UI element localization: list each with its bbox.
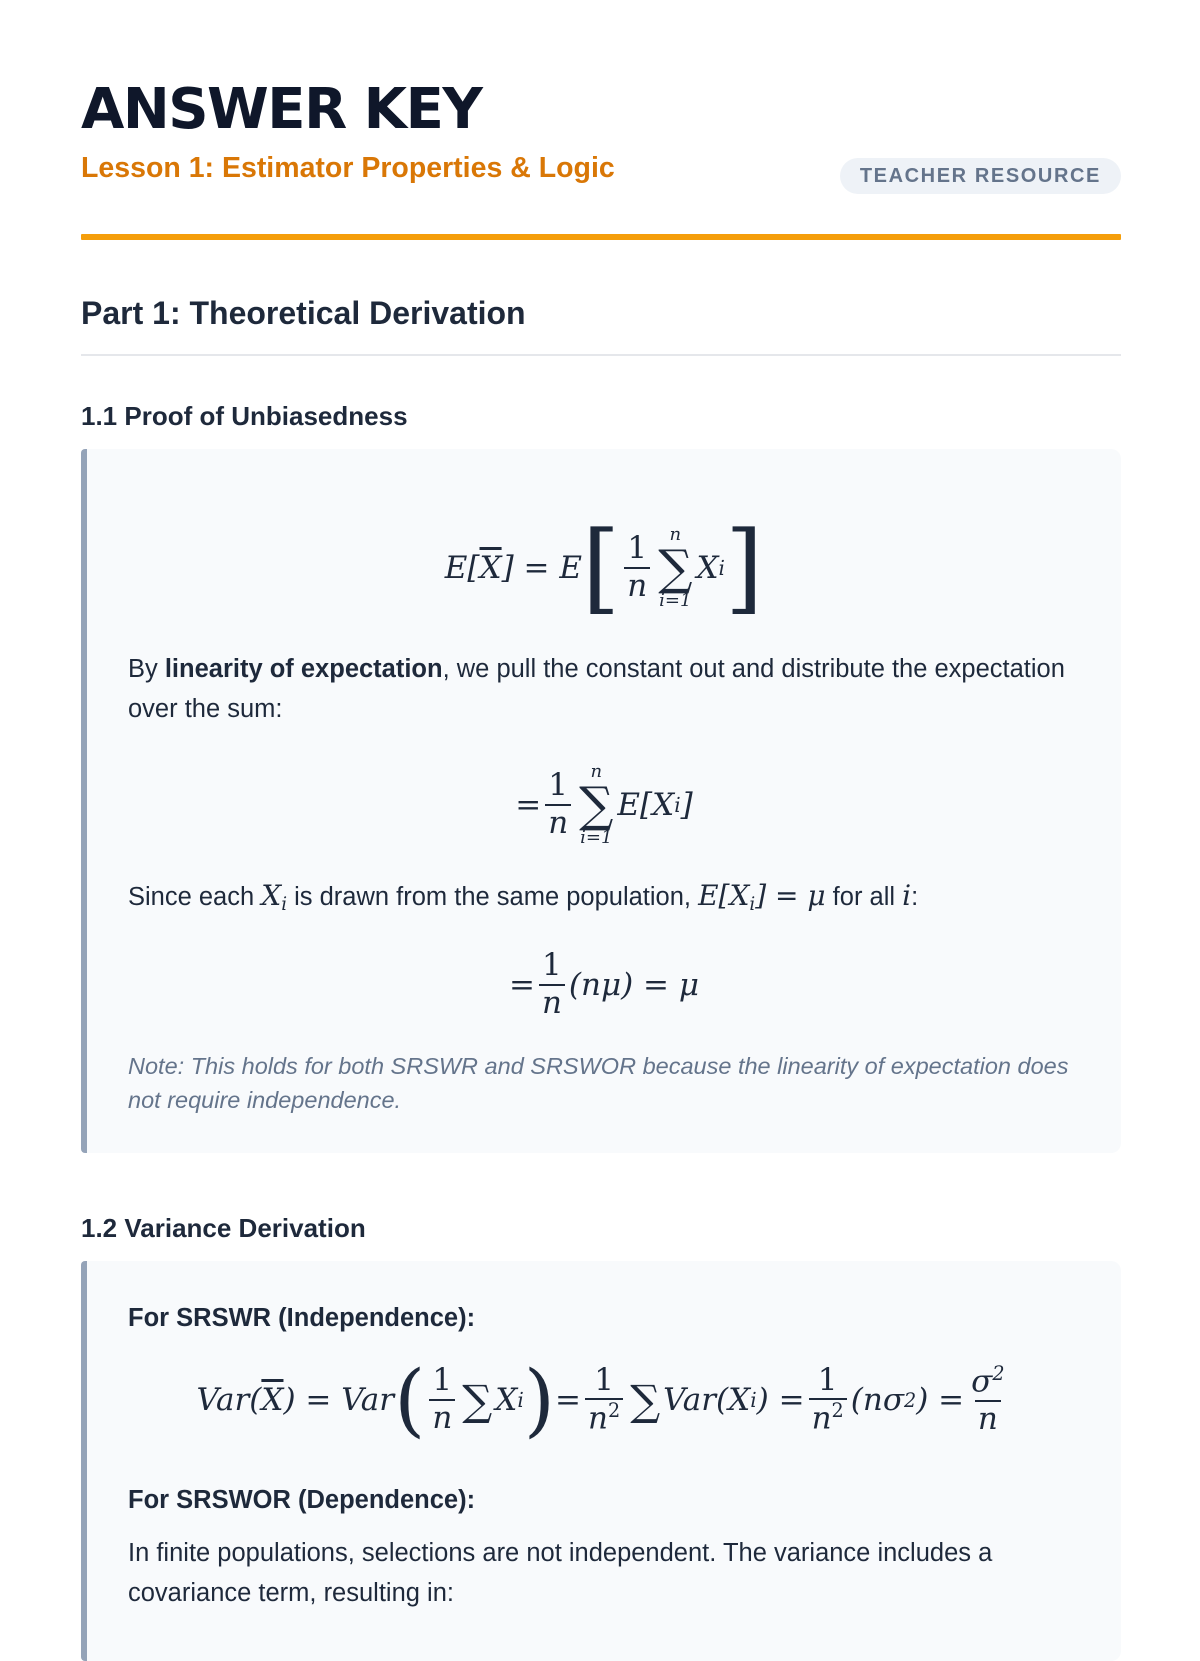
independence-note: Note: This holds for both SRSWR and SRSWOR because the linearity of expectation does not require independence. [128,1053,1069,1113]
section-1-1-title: 1.1 Proof of Unbiasedness [81,401,408,431]
lesson-subtitle: Lesson 1: Estimator Properties & Logic [81,152,615,184]
srswr-heading: For SRSWR (Independence): [128,1304,476,1332]
linearity-paragraph: By linearity of expectation, we pull the constant out and distribute the expectation over the sum: [128,655,1065,723]
part-1-title: Part 1: Theoretical Derivation [81,295,526,331]
teacher-resource-badge: TEACHER RESOURCE [840,158,1121,194]
page-title: ANSWER KEY [81,77,482,142]
answer-key-page [81,0,1121,1607]
srswor-heading: For SRSWOR (Dependence): [128,1486,476,1514]
linearity-emphasis: linearity of expectation [164,655,443,683]
same-population-paragraph: Since each $X_i$ is drawn from the same population, $E[X_i] = \mu$ for all i: [128,879,919,916]
part-1-divider [81,354,1121,356]
section-1-2-title: 1.2 Variance Derivation [81,1213,366,1243]
equation-result-mu: = $\frac{1}{n}$ (nμ) = μ [508,947,700,1021]
equation-sum-of-expectations: = $\frac{1}{n}$ n ∑ i=1 E[X i ] [515,761,693,848]
srswor-paragraph: In finite populations, selections are not independent. The variance includes a covariance term, resulting in: [128,1539,993,1607]
header-accent-rule [81,234,1121,240]
unbiasedness-proof-box [81,449,1121,1153]
equation-expectation-definition: E[ $\overline{X}$ ] = E [ $\frac{1}{n}$ n ∑ i=1 X i ] [444,511,764,625]
variance-derivation-box [81,1261,1121,1661]
equation-srswr-variance: Var( $\overline{X}$ ) = Var ( $\frac{1}{n}$ ∑ X i ) = $\frac{1}{n^2}$ ∑ Var(X i ) = $\frac{1}{n^2}$ (nσ 2 ) = $\frac{\sigma^2}{n}$ [196,1353,1005,1446]
page-header [81,0,1121,242]
